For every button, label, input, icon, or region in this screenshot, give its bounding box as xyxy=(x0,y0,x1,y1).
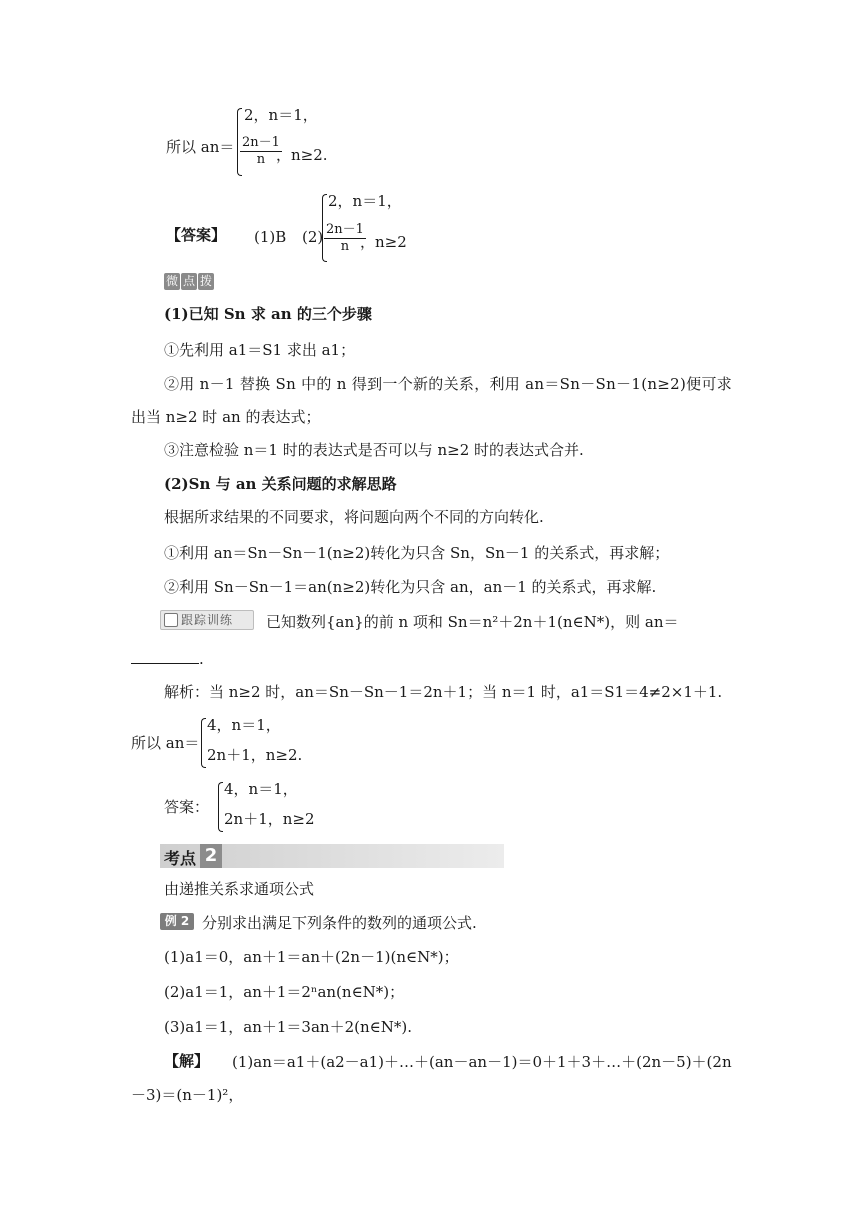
training-badge-icon xyxy=(164,613,178,627)
tip-step-1: ①先利用 a1＝S1 求出 a1； xyxy=(164,341,356,359)
training-solution-case-2: 2n＋1，n≥2. xyxy=(207,746,303,764)
answer-label: 【答案】 xyxy=(166,226,227,244)
training-question-line-2-tail: . xyxy=(199,650,204,668)
training-badge-label: 跟踪训练 xyxy=(181,613,234,627)
example-prompt: 分别求出满足下列条件的数列的通项公式. xyxy=(202,914,477,932)
training-solution-brace xyxy=(201,718,206,768)
tip-step-2-line-2: 出当 n≥2 时 an 的表达式； xyxy=(131,408,321,426)
answer-fraction-numerator: 2n－1 xyxy=(326,222,364,237)
tip-tag-char-2: 点 xyxy=(183,274,196,288)
tip-idea: 根据所求结果的不同要求，将问题向两个不同的方向转化. xyxy=(164,508,544,526)
example-badge: 例 2 xyxy=(160,913,194,930)
kaodian-header xyxy=(160,844,504,868)
training-answer-case-2: 2n＋1，n≥2 xyxy=(224,810,315,828)
training-solution-prefix: 所以 an＝ xyxy=(131,734,200,752)
training-answer-label: 答案： xyxy=(164,798,210,816)
fraction-denominator: n xyxy=(256,152,266,167)
tip-tag-char-1: 微 xyxy=(166,274,179,288)
answer-case-2-tail: ，n≥2 xyxy=(360,233,407,251)
piecewise-case-1: 2，n＝1， xyxy=(244,106,318,124)
example-condition-3: (3)a1＝1，an＋1＝3an＋2(n∈N*). xyxy=(164,1018,412,1036)
training-solution-line-1: 解析：当 n≥2 时，an＝Sn－Sn－1＝2n＋1；当 n＝1 时，a1＝S1＝4≠2×1＋1. xyxy=(164,683,723,701)
tip-way-2: ②利用 Sn－Sn－1＝an(n≥2)转化为只含 an，an－1 的关系式，再求解. xyxy=(164,578,657,596)
kaodian-label: 考点 xyxy=(164,849,197,868)
training-solution-case-1: 4，n＝1， xyxy=(207,716,281,734)
training-question-line-1: 已知数列{an}的前 n 项和 Sn＝n²＋2n＋1(n∈N*)，则 an＝ xyxy=(266,613,679,631)
tip-tag-char-3: 拨 xyxy=(200,274,213,288)
example-condition-2: (2)a1＝1，an＋1＝2ⁿan(n∈N*)； xyxy=(164,983,405,1001)
training-answer-brace xyxy=(218,782,223,832)
answer-blank xyxy=(131,649,199,664)
tip-way-1: ①利用 an＝Sn－Sn－1(n≥2)转化为只含 Sn，Sn－1 的关系式，再求解； xyxy=(164,544,670,562)
piecewise-case-2-tail: ，n≥2. xyxy=(276,146,328,164)
example-condition-1: (1)a1＝0，an＋1＝an＋(2n－1)(n∈N*)； xyxy=(164,948,459,966)
tip-heading-1: (1)已知 Sn 求 an 的三个步骤 xyxy=(164,305,372,323)
training-question-line-2 xyxy=(131,649,204,669)
training-badge xyxy=(160,610,254,630)
solution-label: 【解】 xyxy=(164,1052,210,1070)
tip-heading-2: (2)Sn 与 an 关系问题的求解思路 xyxy=(164,475,397,493)
tip-step-2-line-1: ②用 n－1 替换 Sn 中的 n 得到一个新的关系，利用 an＝Sn－Sn－1(n≥2)便可求 xyxy=(164,375,733,393)
answer-fraction-denominator: n xyxy=(340,239,350,254)
conclusion-prefix: 所以 an＝ xyxy=(166,138,235,156)
answer-part-1: (1)B xyxy=(254,228,287,246)
training-answer-case-1: 4，n＝1， xyxy=(224,780,298,798)
kaodian-title: 由递推关系求通项公式 xyxy=(164,880,315,898)
answer-case-1: 2，n＝1， xyxy=(328,192,402,210)
answer-part-2-prefix: (2) xyxy=(302,228,324,246)
tip-tag xyxy=(164,273,215,290)
fraction-numerator: 2n－1 xyxy=(242,135,280,150)
solution-line-2: －3)＝(n－1)²， xyxy=(131,1086,244,1104)
solution-line-1: (1)an＝a1＋(a2－a1)＋…＋(an－an－1)＝0＋1＋3＋…＋(2n－5)＋(2n xyxy=(232,1053,732,1071)
kaodian-number: 2 xyxy=(200,844,222,868)
tip-step-3: ③注意检验 n＝1 时的表达式是否可以与 n≥2 时的表达式合并. xyxy=(164,441,584,459)
